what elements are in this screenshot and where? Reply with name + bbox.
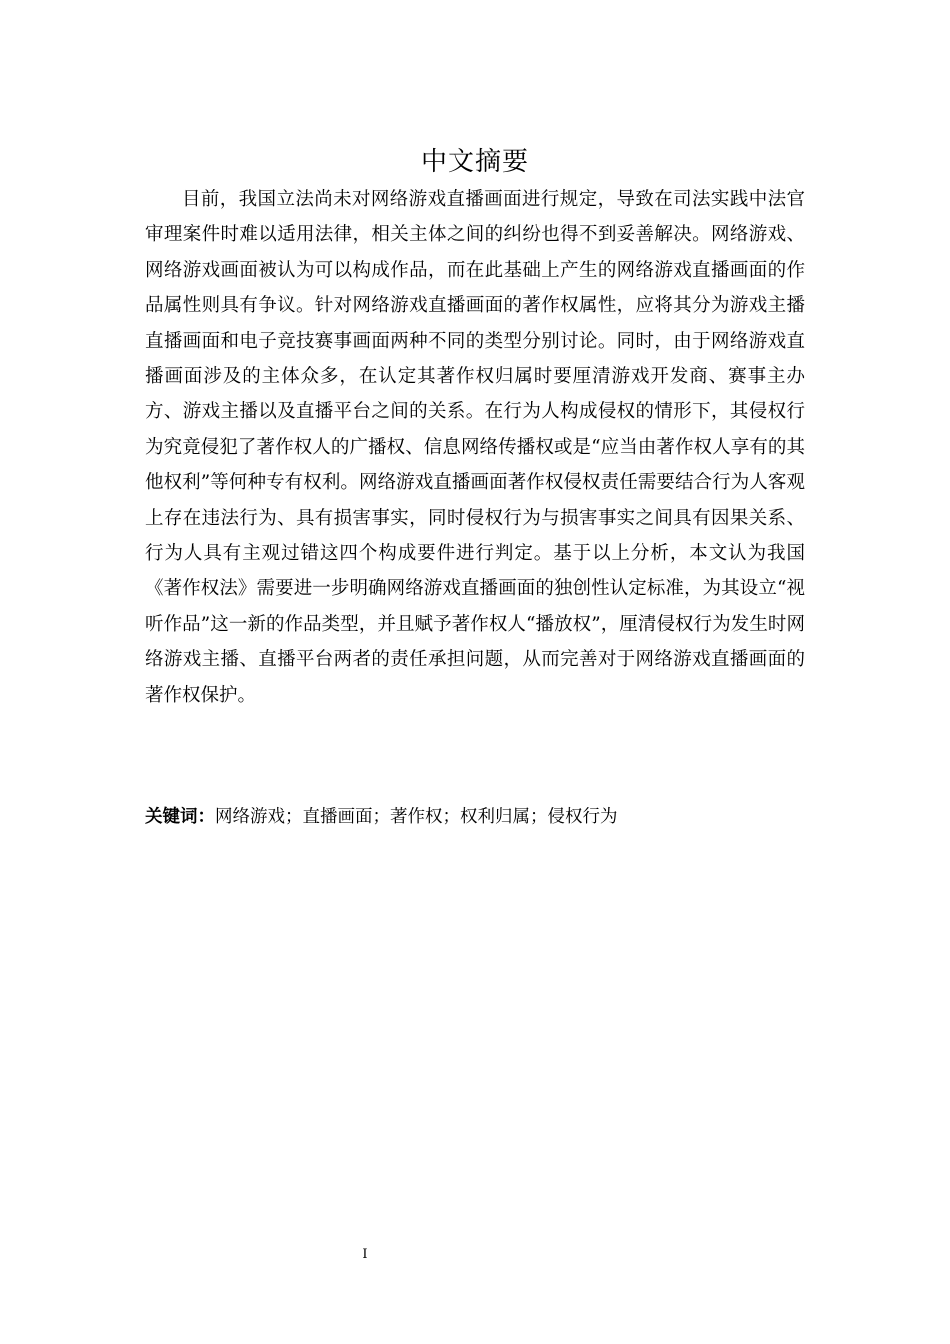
keywords-label: 关键词： <box>145 807 215 827</box>
keywords-line <box>145 802 805 832</box>
abstract-paragraph: 目前，我国立法尚未对网络游戏直播画面进行规定，导致在司法实践中法官审理案件时难以适用法律，相关主体之间的纠纷也得不到妥善解决。网络游戏、网络游戏画面被认为可以构成作品，而在此基础上产生的网络游戏直播画面的作品属性则具有争议。针对网络游戏直播画面的著作权属性，应将其分为游戏主播直播画面和电子竞技赛事画面两种不同的类型分别讨论。同时，由于网络游戏直播画面涉及的主体众多，在认定其著作权归属时要厘清游戏开发商、赛事主办方、游戏主播以及直播平台之间的关系。在行为人构成侵权的情形下，其侵权行为究竟侵犯了著作权人的广播权、信息网络传播权或是“应当由著作权人享有的其他权利”等何种专有权利。网络游戏直播画面著作权侵权责任需要结合行为人客观上存在违法行为、具有损害事实，同时侵权行为与损害事实之间具有因果关系、行为人具有主观过错这四个构成要件进行判定。基于以上分析，本文认为我国《著作权法》需要进一步明确网络游戏直播画面的独创性认定标准，为其设立“视听作品”这一新的作品类型，并且赋予著作权人“播放权”，厘清侵权行为发生时网络游戏主播、直播平台两者的责任承担问题，从而完善对于网络游戏直播画面的著作权保护。 <box>145 189 805 706</box>
page-title: 中文摘要 <box>420 147 529 177</box>
page-number: I <box>362 1247 368 1262</box>
keywords-text: 网络游戏；直播画面；著作权；权利归属；侵权行为 <box>215 807 618 827</box>
